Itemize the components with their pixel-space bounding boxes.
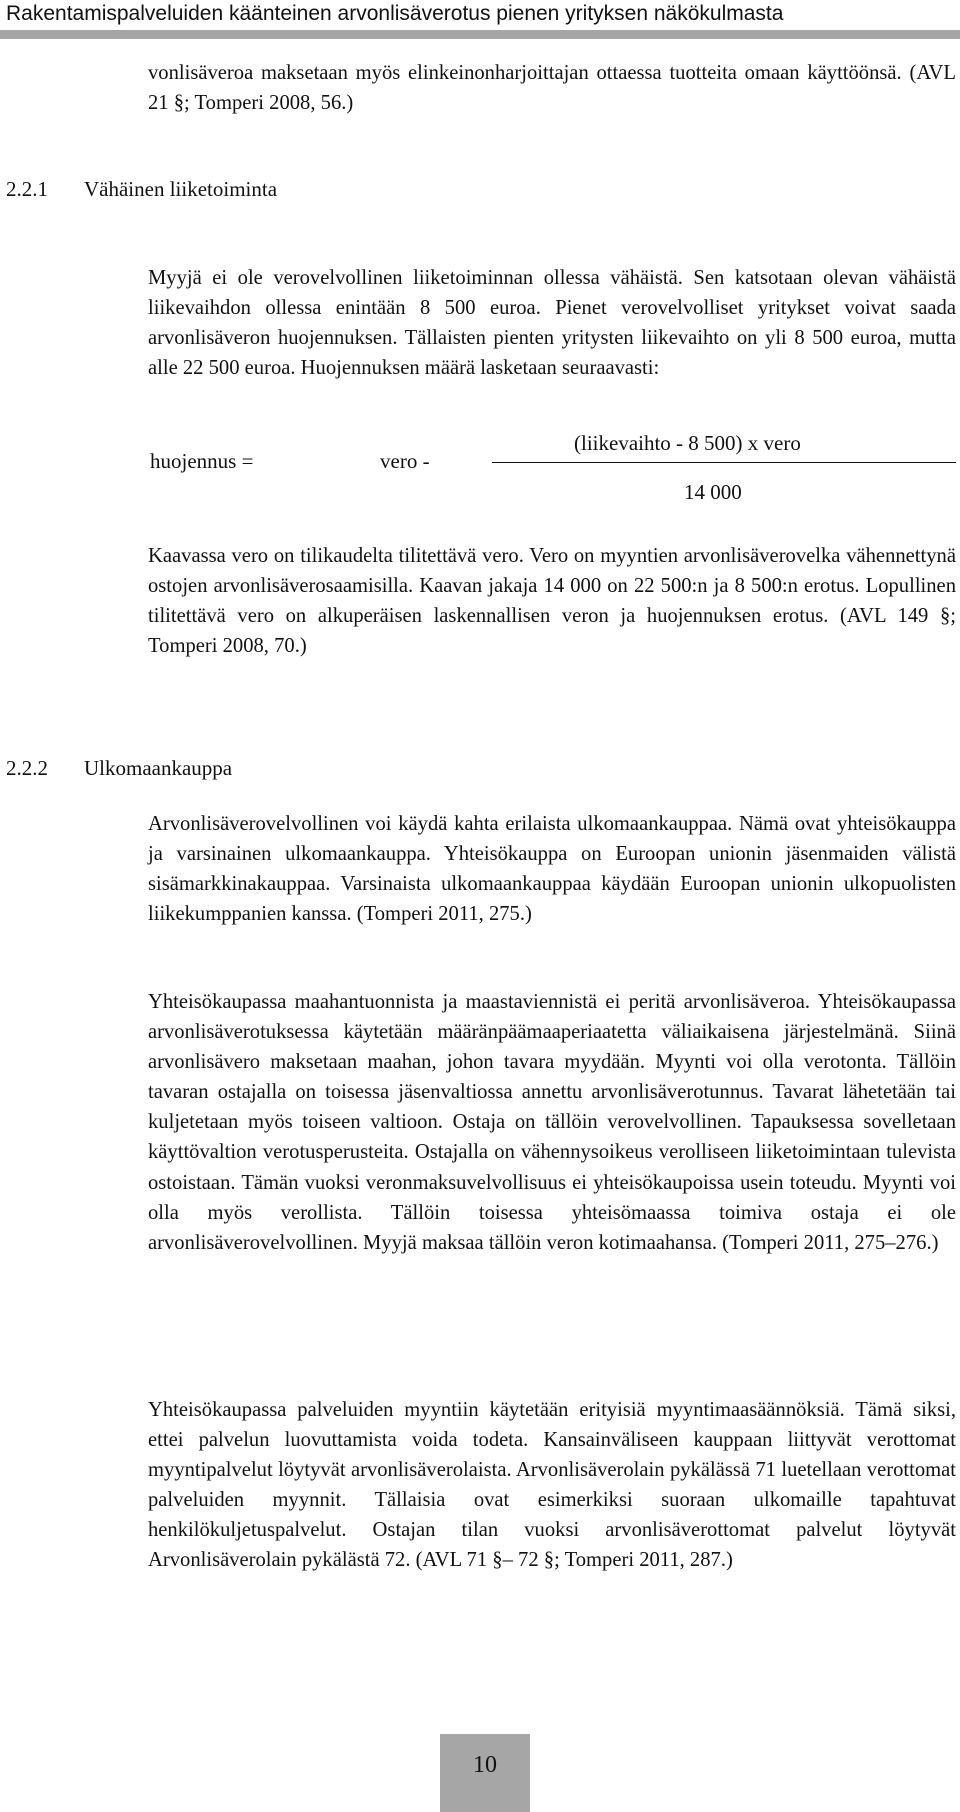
paragraph-community-trade: Yhteisökaupassa maahantuonnista ja maastaviennistä ei peritä arvonlisäveroa. Yhteisökaupassa arvonlisäverotuksessa käytetään määränpäämaaperiaatetta väliaikaisena järjestelmänä. Siinä arvonlisävero maksetaan maahan, johon tavara myydään. Myynti voi olla verotonta. Tällöin tavaran ostajalla on toisessa jäsenvaltiossa annettu arvonlisäverotunnus. Tavarat lähetetään tai kuljetetaan myös toiseen valtioon. Ostaja on tällöin verovelvollinen. Tapauksessa sovelletaan käyttövaltion verotusperusteita. Ostajalla on vähennysoikeus verolliseen liiketoimintaan tulevista ostoistaan. Tämän vuoksi veronmaksuvelvollisuus ei yhteisökaupoissa usein toteudu. Myynti voi olla myös verollista. Tällöin toisessa yhteisömaassa toimiva ostaja ei ole arvonlisäverovelvollinen. Myyjä maksaa tällöin veron kotimaahansa. (Tomperi 2011, 275–276.) bbox=[148, 991, 956, 1254]
formula-lhs: huojennus = bbox=[150, 449, 254, 473]
header-rule bbox=[0, 30, 960, 39]
section-heading-2-2-1 bbox=[6, 174, 277, 204]
paragraph-foreign-trade: Arvonlisäverovelvollinen voi käydä kahta erilaista ulkomaankauppaa. Nämä ovat yhteisökauppa ja varsinainen ulkomaankauppa. Yhteisökauppa on Euroopan unionin jäsenmaiden välistä sisämarkkinakauppaa. Varsinaista ulkomaankauppaa käydään Euroopan unionin ulkopuolisten liikekumppanien kanssa. (Tomperi 2011, 275.) bbox=[148, 813, 956, 926]
section-number: 2.2.2 bbox=[6, 756, 48, 780]
paragraph-small-business: Myyjä ei ole verovelvollinen liiketoiminnan ollessa vähäistä. Sen katsotaan olevan vähäistä liikevaihdon ollessa enintään 8 500 euroa. Pienet verovelvolliset yritykset voivat saada arvonlisäveron huojennuksen. Tällaisten pienten yritysten liikevaihto on yli 8 500 euroa, mutta alle 22 500 euroa. Huojennuksen määrä lasketaan seuraavasti: bbox=[148, 267, 956, 380]
document-running-title: Rakentamispalveluiden käänteinen arvonlisäverotus pienen yrityksen näkökulmasta bbox=[6, 2, 784, 25]
page-header bbox=[0, 0, 960, 44]
page-number-box bbox=[440, 1734, 530, 1812]
section-title: Ulkomaankauppa bbox=[84, 756, 233, 780]
paragraph-continued: vonlisäveroa maksetaan myös elinkeinonharjoittajan ottaessa tuotteita omaan käyttöönsä. (AVL 21 §; Tomperi 2008, 56.) bbox=[148, 62, 956, 115]
section-heading-2-2-2 bbox=[6, 753, 232, 783]
paragraph-formula-explanation: Kaavassa vero on tilikaudelta tilitettävä vero. Vero on myyntien arvonlisäverovelka vähennettynä ostojen arvonlisäverosaamisilla. Kaavan jakaja 14 000 on 22 500:n ja 8 500:n erotus. Lopullinen tilitettävä vero on alkuperäisen laskennallisen veron ja huojennuksen erotus. (AVL 149 §; Tomperi 2008, 70.) bbox=[148, 545, 956, 658]
fraction-bar bbox=[492, 462, 956, 463]
paragraph-community-services: Yhteisökaupassa palveluiden myyntiin käytetään erityisiä myyntimaasäännöksiä. Tämä siksi, ettei palvelun luovuttamista voida todeta. Kansainväliseen kauppaan liittyvät verottomat myyntipalvelut löytyvät arvonlisäverolaista. Arvonlisäverolain pykälässä 71 luetellaan verottomat palveluiden myynnit. Tällaisia ovat esimerkiksi suoraan ulkomaille tapahtuvat henkilökuljetuspalvelut. Ostajan tilan vuoksi arvonlisäverottomat palvelut löytyvät Arvonlisäverolain pykälästä 72. (AVL 71 §– 72 §; Tomperi 2011, 287.) bbox=[148, 1399, 956, 1572]
formula-denominator: 14 000 bbox=[684, 480, 742, 504]
section-title: Vähäinen liiketoiminta bbox=[84, 177, 278, 201]
section-number: 2.2.1 bbox=[6, 177, 48, 201]
page-number: 10 bbox=[473, 1752, 497, 1778]
formula-term: vero - bbox=[380, 449, 430, 473]
formula-numerator: (liikevaihto - 8 500) x vero bbox=[574, 431, 801, 455]
